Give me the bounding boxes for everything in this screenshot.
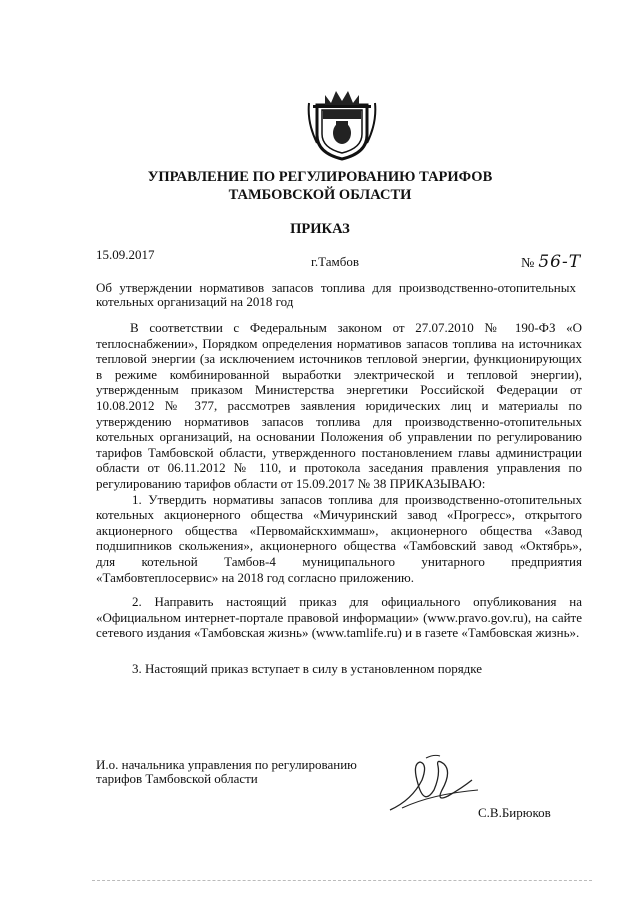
page-bottom-divider — [92, 880, 592, 883]
document-type-title: ПРИКАЗ — [290, 221, 350, 237]
authority-header — [110, 168, 530, 204]
signatory-name: С.В.Бирюков — [478, 805, 551, 820]
authority-name-line1: УПРАВЛЕНИЕ ПО РЕГУЛИРОВАНИЮ ТАРИФОВ — [147, 169, 493, 185]
item-1-paragraph: 1. Утвердить нормативы запасов топлива для производственно-отопительных котельных акционерного общества «Мичуринский завод «Прогресс», открытого акционерного общества «Первомайскхиммаш», акционерного общества «Завод подшипников скольжения», акционерного общества «Тамбовский завод «Октябрь», для котельной Тамбов-4 муниципального унитарного предприятия «Тамбовтеплосервис» на 2018 год согласно приложению. — [96, 491, 582, 585]
preamble-paragraph: В соответствии с Федеральным законом от 27.07.2010 № 190-ФЗ «О теплоснабжении», Порядком определения нормативов запасов топлива на источниках тепловой энергии (за исключением источников тепловой энергии, функционирующих в режиме комбинированной выработки электрической и тепловой энергии), утвержденным приказом Министерства энергетики Российской Федерации от 10.08.2012 № 377, рассмотрев заявления юридических лиц и материалы по утверждению нормативов запасов топлива для производственно-отопительных котельных организаций, на основании Положения об управлении по регулированию тарифов Тамбовской области, утвержденного постановлением главы администрации области от 06.11.2012 № 110, и протокола заседания правления управления по регулированию тарифов области от 15.09.2017 № 38 ПРИКАЗЫВАЮ: — [96, 320, 582, 491]
order-subject: Об утверждении нормативов запасов топлива для производственно-отопительных котельных организаций на 2018 год — [96, 280, 576, 309]
signatory-position — [96, 758, 357, 786]
order-body — [96, 320, 582, 676]
number-sign: № — [521, 256, 535, 271]
item-3-paragraph: 3. Настоящий приказ вступает в силу в установленном порядке — [132, 660, 483, 676]
authority-name-line2: ТАМБОВСКОЙ ОБЛАСТИ — [228, 187, 412, 203]
order-date: 15.09.2017 — [96, 247, 155, 262]
order-number — [521, 252, 581, 272]
order-city: г.Тамбов — [311, 254, 359, 269]
coat-of-arms-emblem — [303, 83, 381, 161]
signatory-position-line2: тарифов Тамбовской области — [96, 771, 258, 786]
signatory-position-line1: И.о. начальника управления по регулированию — [96, 757, 357, 772]
order-number-handwritten: 56-Т — [538, 252, 582, 272]
item-2-paragraph: 2. Направить настоящий приказ для официального опубликования на «Официальном интернет-портале правовой информации» (www.pravo.gov.ru), на сайте сетевого издания «Тамбовская жизнь» (www.tamlife.ru) и в газете «Тамбовская жизнь». — [96, 594, 582, 641]
handwritten-signature — [382, 750, 492, 820]
